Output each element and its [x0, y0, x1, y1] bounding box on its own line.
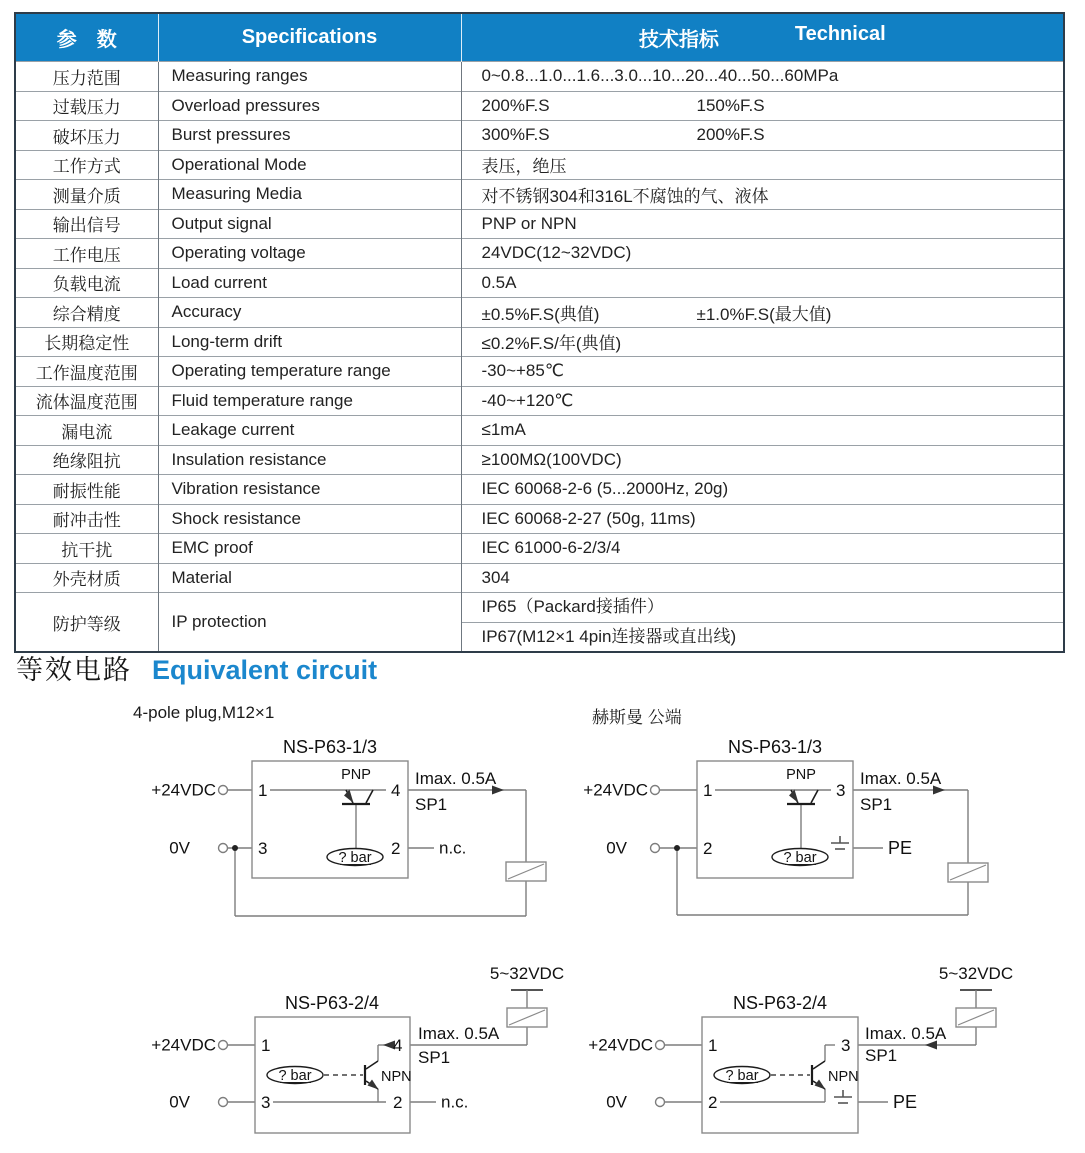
table-row [15, 180, 1064, 210]
param-value-text: 200%F.S [696, 125, 765, 145]
junction-dot [674, 845, 680, 851]
table-row [15, 593, 1064, 653]
param-name-cn: 漏电流 [15, 416, 158, 446]
pe-label: PE [888, 838, 913, 858]
param-name-en: IP protection [158, 593, 461, 653]
table-row [15, 268, 1064, 298]
table-header-row [15, 13, 1064, 62]
table-row [15, 445, 1064, 475]
model-label: NS-P63-1/3 [282, 737, 378, 757]
param-name-en: Load current [158, 268, 461, 298]
spec-table [14, 12, 1065, 653]
bar-label: ? bar [783, 850, 817, 866]
pin-label: 3 [836, 781, 846, 800]
table-row [15, 504, 1064, 534]
table-row [15, 534, 1064, 564]
table-row [15, 357, 1064, 387]
param-value-text: ±0.5%F.S(典值) [481, 304, 600, 324]
circuit-pnp-plug [130, 735, 570, 935]
earth-ground-icon [834, 1090, 852, 1103]
section-title-cn: 等效电路 [16, 655, 132, 685]
param-name-en: Operating temperature range [158, 357, 461, 387]
0v-label: 0V [169, 1092, 190, 1112]
param-name-cn: 长期稳定性 [15, 327, 158, 357]
spec-table-body [15, 62, 1064, 653]
table-row [15, 239, 1064, 269]
table-row [15, 475, 1064, 505]
terminal-vplus [651, 786, 660, 795]
param-name-en: Operational Mode [158, 150, 461, 180]
table-row [15, 62, 1064, 92]
param-name-cn: 过载压力 [15, 91, 158, 121]
header-tech-cn: 技术指标 [638, 29, 719, 51]
pin-label: 1 [708, 1036, 718, 1055]
pin-label: 1 [261, 1036, 271, 1055]
param-value-text: 表压，绝压 [481, 157, 567, 177]
param-value [461, 386, 1064, 416]
vplus-label: +24VDC [583, 780, 648, 800]
model-label: NS-P63-1/3 [727, 737, 823, 757]
param-value-text: 300%F.S [481, 125, 550, 145]
nc-label: n.c. [439, 838, 467, 858]
param-name-cn: 流体温度范围 [15, 386, 158, 416]
wires [228, 990, 544, 1102]
pin-label: 2 [708, 1093, 718, 1112]
param-value [461, 268, 1064, 298]
param-name-cn: 耐振性能 [15, 475, 158, 505]
bar-label: ? bar [278, 1068, 312, 1084]
header-technical [461, 13, 1064, 62]
terminal-vplus [656, 1041, 665, 1050]
nc-label: n.c. [441, 1092, 469, 1112]
param-value-text: IEC 60068-2-6 (5...2000Hz, 20g) [481, 479, 729, 499]
param-value [461, 209, 1064, 239]
table-row [15, 416, 1064, 446]
param-value-text: 0.5A [481, 272, 517, 292]
param-value [461, 121, 1064, 151]
param-name-cn: 绝缘阻抗 [15, 445, 158, 475]
table-row [15, 209, 1064, 239]
param-name-cn: 测量介质 [15, 180, 158, 210]
pin-label: 1 [258, 781, 268, 800]
terminal-0v [656, 1098, 665, 1107]
param-value [461, 593, 1064, 653]
param-name-cn: 综合精度 [15, 298, 158, 328]
bar-label: ? bar [338, 850, 372, 866]
param-value [461, 534, 1064, 564]
table-row [15, 298, 1064, 328]
param-value [461, 416, 1064, 446]
param-name-en: Output signal [158, 209, 461, 239]
table-row [15, 150, 1064, 180]
param-name-cn: 破坏压力 [15, 121, 158, 151]
transistor-type-label: NPN [828, 1069, 859, 1085]
sp1-label: SP1 [865, 1046, 898, 1065]
param-value-text: ≥100MΩ(100VDC) [481, 449, 622, 469]
header-param: 参 数 [15, 13, 158, 62]
transistor-type-label: PNP [341, 767, 371, 783]
param-value [461, 239, 1064, 269]
param-value-text: ≤1mA [481, 420, 526, 440]
param-name-en: Operating voltage [158, 239, 461, 269]
table-row [15, 386, 1064, 416]
param-name-en: Overload pressures [158, 91, 461, 121]
param-value-text: IEC 61000-6-2/3/4 [481, 538, 621, 558]
param-value-text: 24VDC(12~32VDC) [481, 243, 632, 263]
param-subvalue: IP67(M12×1 4pin连接器或直出线) [462, 622, 1064, 652]
imax-label: Imax. 0.5A [418, 1024, 500, 1043]
imax-label: Imax. 0.5A [865, 1024, 947, 1043]
param-name-en: EMC proof [158, 534, 461, 564]
supply-label: 5~32VDC [938, 964, 1014, 983]
vplus-label: +24VDC [151, 780, 216, 800]
earth-ground-icon [831, 836, 849, 849]
circuit-pnp-pe [575, 735, 1035, 935]
param-name-en: Long-term drift [158, 327, 461, 357]
npn-transistor-symbol [365, 1061, 379, 1090]
pe-label: PE [893, 1092, 918, 1112]
plug-label-left: 4-pole plug,M12×1 [133, 703, 275, 722]
circuit-npn-pe [575, 955, 1035, 1150]
imax-label: Imax. 0.5A [415, 769, 497, 788]
pin-label: 1 [703, 781, 713, 800]
pin-label: 2 [393, 1093, 403, 1112]
param-value [461, 91, 1064, 121]
param-name-en: Measuring ranges [158, 62, 461, 92]
param-value-text: 对不锈钢304和316L不腐蚀的气、液体 [481, 186, 769, 206]
sp1-label: SP1 [418, 1048, 451, 1067]
param-name-en: Insulation resistance [158, 445, 461, 475]
param-name-cn: 抗干扰 [15, 534, 158, 564]
param-value [461, 563, 1064, 593]
model-label: NS-P63-2/4 [732, 993, 828, 1013]
param-name-en: Material [158, 563, 461, 593]
param-subvalue: IP65（Packard接插件） [481, 597, 664, 616]
param-value [461, 475, 1064, 505]
sp1-label: SP1 [415, 795, 448, 814]
bar-label: ? bar [725, 1068, 759, 1084]
param-value [461, 298, 1064, 328]
0v-label: 0V [169, 838, 190, 858]
param-name-cn: 输出信号 [15, 209, 158, 239]
pnp-transistor-symbol [342, 790, 373, 805]
supply-label: 5~32VDC [489, 964, 565, 983]
param-name-cn: 工作温度范围 [15, 357, 158, 387]
param-name-en: Leakage current [158, 416, 461, 446]
terminal-vplus [219, 786, 228, 795]
table-row [15, 121, 1064, 151]
param-value [461, 62, 1064, 92]
param-value-text: IEC 60068-2-27 (50g, 11ms) [481, 508, 696, 528]
param-value-text: PNP or NPN [481, 213, 577, 233]
transistor-type-label: PNP [786, 767, 816, 783]
terminal-0v [651, 844, 660, 853]
table-row [15, 91, 1064, 121]
param-value-text: 304 [481, 567, 510, 587]
pin-label: 3 [258, 839, 268, 858]
pin-label: 2 [391, 839, 401, 858]
section-title [16, 648, 377, 687]
section-title-en: Equivalent circuit [152, 655, 378, 685]
param-name-en: Burst pressures [158, 121, 461, 151]
junction-dot [232, 845, 238, 851]
table-row [15, 563, 1064, 593]
param-value [461, 327, 1064, 357]
param-name-en: Vibration resistance [158, 475, 461, 505]
terminal-0v [219, 1098, 228, 1107]
param-name-cn: 外壳材质 [15, 563, 158, 593]
pin-label: 3 [841, 1036, 851, 1055]
param-value-text: -40~+120℃ [481, 390, 574, 410]
terminal-0v [219, 844, 228, 853]
param-value [461, 357, 1064, 387]
param-value [461, 180, 1064, 210]
pin-label: 4 [391, 781, 401, 800]
param-value-text: ≤0.2%F.S/年(典值) [481, 334, 622, 354]
param-value-text: ±1.0%F.S(最大值) [696, 304, 832, 324]
param-name-cn: 负载电流 [15, 268, 158, 298]
terminal-vplus [219, 1041, 228, 1050]
param-value-text: -30~+85℃ [481, 361, 564, 381]
transistor-type-label: NPN [381, 1069, 412, 1085]
model-label: NS-P63-2/4 [284, 993, 380, 1013]
param-name-cn: 防护等级 [15, 593, 158, 653]
vplus-label: +24VDC [588, 1035, 653, 1055]
wires [228, 790, 527, 916]
param-value-text: 200%F.S [481, 95, 550, 115]
pin-label: 3 [261, 1093, 271, 1112]
pin-label: 2 [703, 839, 713, 858]
param-name-en: Fluid temperature range [158, 386, 461, 416]
param-value [461, 445, 1064, 475]
npn-transistor-symbol [812, 1061, 826, 1090]
sp1-label: SP1 [860, 795, 893, 814]
pnp-transistor-symbol [787, 790, 818, 805]
param-value-text: 150%F.S [696, 95, 765, 115]
param-name-en: Accuracy [158, 298, 461, 328]
vplus-label: +24VDC [151, 1035, 216, 1055]
param-name-cn: 工作方式 [15, 150, 158, 180]
param-name-cn: 耐冲击性 [15, 504, 158, 534]
param-value-text: 0~0.8...1.0...1.6...3.0...10...20...40...50...60MPa [481, 66, 839, 86]
param-name-cn: 压力范围 [15, 62, 158, 92]
param-value [461, 504, 1064, 534]
0v-label: 0V [606, 1092, 627, 1112]
header-tech-en: Technical [794, 23, 886, 45]
pin-label: 4 [393, 1036, 403, 1055]
header-specifications: Specifications [158, 13, 461, 62]
circuit-npn-plug [130, 955, 590, 1150]
param-value [461, 150, 1064, 180]
0v-label: 0V [606, 838, 627, 858]
imax-label: Imax. 0.5A [860, 769, 942, 788]
param-name-en: Measuring Media [158, 180, 461, 210]
param-name-en: Shock resistance [158, 504, 461, 534]
table-row [15, 327, 1064, 357]
plug-label-right: 赫斯曼 公端 [592, 708, 682, 727]
param-name-cn: 工作电压 [15, 239, 158, 269]
